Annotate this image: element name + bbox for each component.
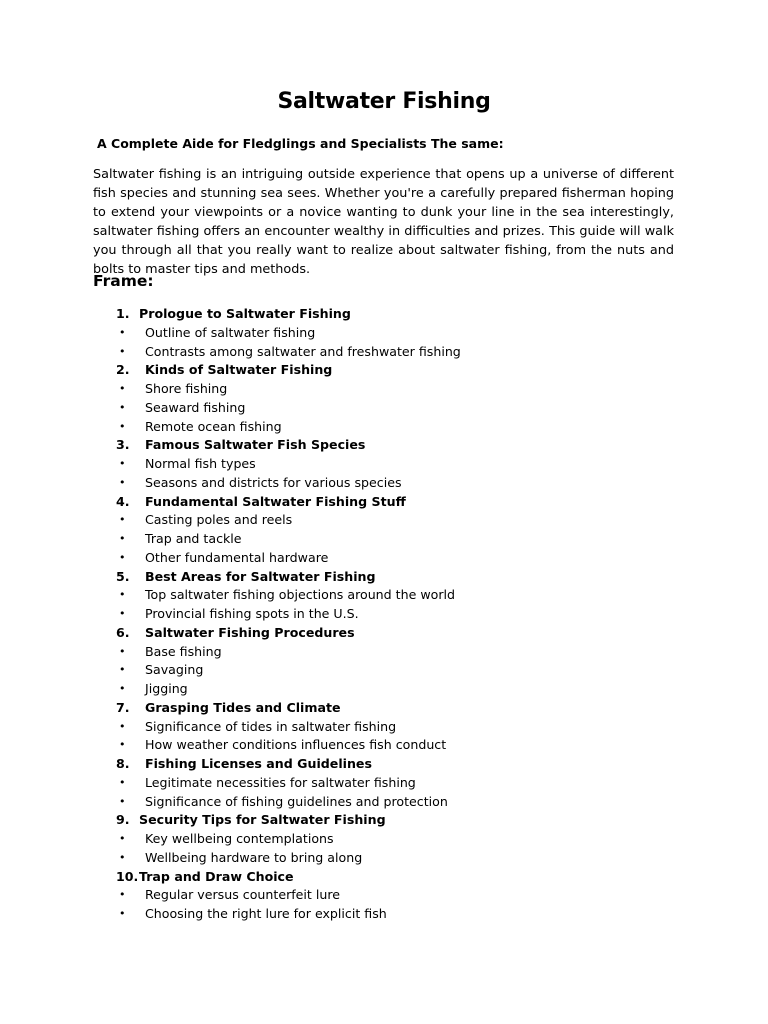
section-title: Famous Saltwater Fish Species (145, 437, 366, 453)
section-number: 2. (116, 362, 130, 378)
section-number: 9. (116, 812, 130, 828)
outline-bullet-item (0, 455, 768, 474)
bullet-text: Legitimate necessities for saltwater fishing (145, 774, 416, 790)
bullet-icon: • (119, 419, 126, 433)
bullet-text: Trap and tackle (145, 531, 242, 546)
outline-section (0, 868, 768, 887)
bullet-icon: • (119, 850, 126, 864)
outline-bullet-item (0, 905, 768, 924)
bullet-text: Key wellbeing contemplations (145, 831, 334, 846)
outline-bullet-item (0, 343, 768, 362)
section-title: Fundamental Saltwater Fishing Stuff (145, 493, 406, 509)
bullet-text: Normal fish types (145, 456, 256, 471)
bullet-icon: • (119, 738, 126, 752)
bullet-icon: • (119, 907, 126, 920)
bullet-text: Other fundamental hardware (145, 549, 329, 565)
outline-bullet-item (0, 474, 768, 493)
bullet-icon: • (119, 457, 126, 470)
section-number: 8. (116, 756, 130, 771)
bullet-text: Top saltwater fishing objections around the world (145, 587, 455, 603)
bullet-text: How weather conditions influences fish conduct (145, 737, 447, 753)
section-number: 3. (116, 437, 130, 453)
bullet-text: Seaward fishing (145, 399, 246, 415)
section-title: Grasping Tides and Climate (145, 699, 341, 715)
outline-section (0, 493, 768, 512)
outline-section (0, 436, 768, 455)
outline-bullet-item (0, 680, 768, 699)
bullet-icon: • (119, 475, 126, 489)
bullet-text: Outline of saltwater fishing (145, 324, 316, 340)
outline-bullet-item (0, 736, 768, 755)
outline-section (0, 755, 768, 774)
section-title: Best Areas for Saltwater Fishing (145, 568, 376, 584)
outline-bullet-item (0, 605, 768, 624)
outline-section (0, 624, 768, 643)
outline-section (0, 811, 768, 830)
outline-heading: Frame: (93, 272, 154, 290)
outline-bullet-item (0, 549, 768, 568)
section-title: Kinds of Saltwater Fishing (145, 362, 333, 378)
document-title: Saltwater Fishing (277, 89, 491, 114)
section-number: 1. (116, 306, 130, 321)
bullet-text: Savaging (145, 662, 204, 678)
outline-bullet-item (0, 511, 768, 530)
intro-paragraph: Saltwater fishing is an intriguing outside experience that opens up a universe of different fish species and stunning sea sees. Whether you're a carefully prepared fisherman hoping to extend your viewpoints or a novice wanting to dunk your line in the sea interestingly, saltwater fishing offers an encounter wealthy in difficulties and prizes. This guide will walk you through all that you really want to realize about saltwater fishing, from the nuts and bolts to master tips and methods. (93, 167, 674, 277)
bullet-text: Significance of tides in saltwater fishing (145, 718, 397, 734)
section-title: Trap and Draw Choice (139, 868, 294, 884)
outline-bullet-item (0, 661, 768, 680)
bullet-text: Remote ocean fishing (145, 418, 282, 434)
outline-bullet-item (0, 586, 768, 605)
bullet-icon: • (119, 832, 126, 845)
bullet-text: Jigging (145, 681, 188, 696)
outline-section (0, 568, 768, 587)
bullet-icon: • (119, 382, 126, 395)
bullet-text: Wellbeing hardware to bring along (145, 849, 363, 865)
bullet-icon: • (119, 532, 126, 545)
section-title: Security Tips for Saltwater Fishing (139, 812, 386, 828)
bullet-text: Seasons and districts for various species (145, 474, 402, 490)
document-subtitle: A Complete Aide for Fledglings and Specialists The same: (97, 136, 504, 151)
bullet-text: Provincial fishing spots in the U.S. (145, 606, 359, 621)
section-number: 7. (116, 699, 130, 715)
bullet-icon: • (119, 513, 126, 527)
outline-list (0, 305, 768, 924)
section-number: 10. (116, 868, 139, 884)
outline-bullet-item (0, 530, 768, 549)
bullet-icon: • (119, 794, 126, 808)
outline-bullet-item (0, 324, 768, 343)
section-title: Prologue to Saltwater Fishing (139, 306, 351, 321)
bullet-icon: • (119, 888, 126, 902)
bullet-icon: • (119, 325, 126, 339)
bullet-icon: • (119, 644, 126, 658)
outline-bullet-item (0, 380, 768, 399)
bullet-icon: • (119, 588, 126, 602)
outline-section (0, 361, 768, 380)
bullet-text: Contrasts among saltwater and freshwater fishing (145, 343, 461, 359)
section-number: 4. (116, 493, 130, 509)
bullet-icon: • (119, 663, 126, 677)
bullet-icon: • (119, 682, 126, 695)
bullet-icon: • (119, 344, 126, 358)
section-title: Fishing Licenses and Guidelines (145, 756, 372, 771)
outline-bullet-item (0, 793, 768, 812)
bullet-icon: • (119, 775, 126, 789)
section-title: Saltwater Fishing Procedures (145, 624, 355, 640)
outline-bullet-item (0, 643, 768, 662)
outline-bullet-item (0, 886, 768, 905)
bullet-text: Significance of fishing guidelines and protection (145, 793, 448, 809)
outline-section (0, 305, 768, 324)
outline-bullet-item (0, 418, 768, 437)
outline-bullet-item (0, 830, 768, 849)
outline-bullet-item (0, 718, 768, 737)
outline-bullet-item (0, 774, 768, 793)
section-number: 5. (116, 568, 130, 584)
bullet-icon: • (119, 400, 126, 414)
bullet-icon: • (119, 550, 126, 564)
bullet-icon: • (119, 607, 126, 620)
bullet-text: Choosing the right lure for explicit fish (145, 906, 387, 921)
outline-section (0, 699, 768, 718)
bullet-text: Casting poles and reels (145, 512, 293, 528)
bullet-text: Regular versus counterfeit lure (145, 887, 340, 903)
outline-bullet-item (0, 849, 768, 868)
bullet-icon: • (119, 719, 126, 733)
outline-bullet-item (0, 399, 768, 418)
section-number: 6. (116, 624, 130, 640)
bullet-text: Base fishing (145, 643, 222, 659)
bullet-text: Shore fishing (145, 381, 228, 396)
